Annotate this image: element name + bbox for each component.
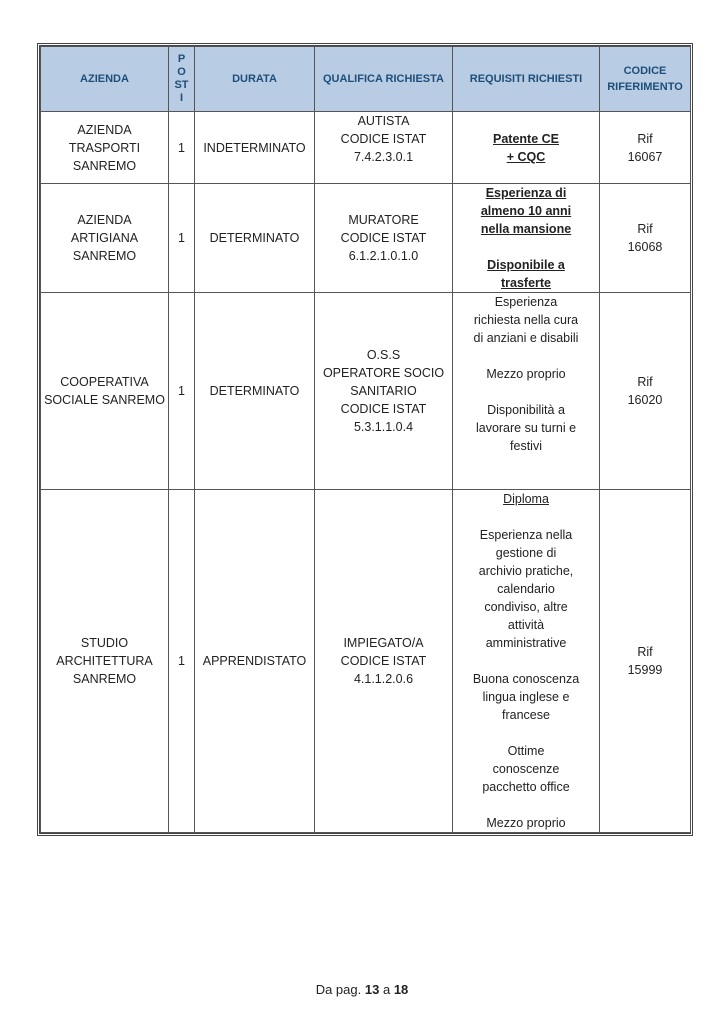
- codice-cell: Rif 16020: [600, 293, 691, 490]
- header-durata: DURATA: [195, 47, 315, 112]
- job-offers-table: [40, 46, 691, 833]
- durata-cell: INDETERMINATO: [195, 112, 315, 184]
- azienda-cell: COOPERATIVA SOCIALE SANREMO: [41, 293, 169, 490]
- requisiti-cell: Diploma Esperienza nella gestione di archivio pratiche, calendario condiviso, altre attività amministrative Buona conoscenza lingua inglese e francese Ottime conoscenze pacchetto office Mezzo proprio: [453, 490, 600, 833]
- header-posti: P O ST I: [169, 47, 195, 112]
- table-row: [41, 184, 691, 293]
- requisiti-cell: Esperienza richiesta nella cura di anziani e disabili Mezzo proprio Disponibilità a lavorare su turni e festivi: [453, 293, 600, 490]
- qualifica-cell: MURATORE CODICE ISTAT 6.1.2.1.0.1.0: [315, 184, 453, 293]
- requisiti-cell: Patente CE + CQC: [453, 112, 600, 184]
- qualifica-cell: IMPIEGATO/A CODICE ISTAT 4.1.1.2.0.6: [315, 490, 453, 833]
- footer-total-pages: 18: [393, 982, 409, 997]
- posti-cell: 1: [169, 184, 195, 293]
- table-row: [41, 490, 691, 833]
- codice-cell: Rif 16067: [600, 112, 691, 184]
- requisiti-cell: Esperienza di almeno 10 anni nella mansione Disponibile a trasferte: [453, 184, 600, 293]
- codice-cell: Rif 15999: [600, 490, 691, 833]
- azienda-cell: STUDIO ARCHITETTURA SANREMO: [41, 490, 169, 833]
- qualifica-cell: AUTISTA CODICE ISTAT 7.4.2.3.0.1: [315, 112, 453, 184]
- durata-cell: DETERMINATO: [195, 184, 315, 293]
- posti-cell: 1: [169, 293, 195, 490]
- footer-middle: a: [382, 982, 391, 997]
- durata-cell: APPRENDISTATO: [195, 490, 315, 833]
- posti-cell: 1: [169, 490, 195, 833]
- footer-prefix: Da pag.: [315, 982, 362, 997]
- header-requisiti: REQUISITI RICHIESTI: [453, 47, 600, 112]
- qualifica-cell: O.S.S OPERATORE SOCIO SANITARIO CODICE ISTAT 5.3.1.1.0.4: [315, 293, 453, 490]
- codice-cell: Rif 16068: [600, 184, 691, 293]
- page-footer: [0, 982, 724, 997]
- azienda-cell: AZIENDA ARTIGIANA SANREMO: [41, 184, 169, 293]
- table-row: [41, 293, 691, 490]
- footer-page-number: 13: [364, 982, 380, 997]
- header-azienda: AZIENDA: [41, 47, 169, 112]
- header-row: [41, 47, 691, 112]
- posti-cell: 1: [169, 112, 195, 184]
- job-offers-table-frame: [37, 43, 693, 836]
- azienda-cell: AZIENDA TRASPORTI SANREMO: [41, 112, 169, 184]
- durata-cell: DETERMINATO: [195, 293, 315, 490]
- header-codice: CODICE RIFERIMENTO: [600, 47, 691, 112]
- table-row: [41, 112, 691, 184]
- header-qualifica: QUALIFICA RICHIESTA: [315, 47, 453, 112]
